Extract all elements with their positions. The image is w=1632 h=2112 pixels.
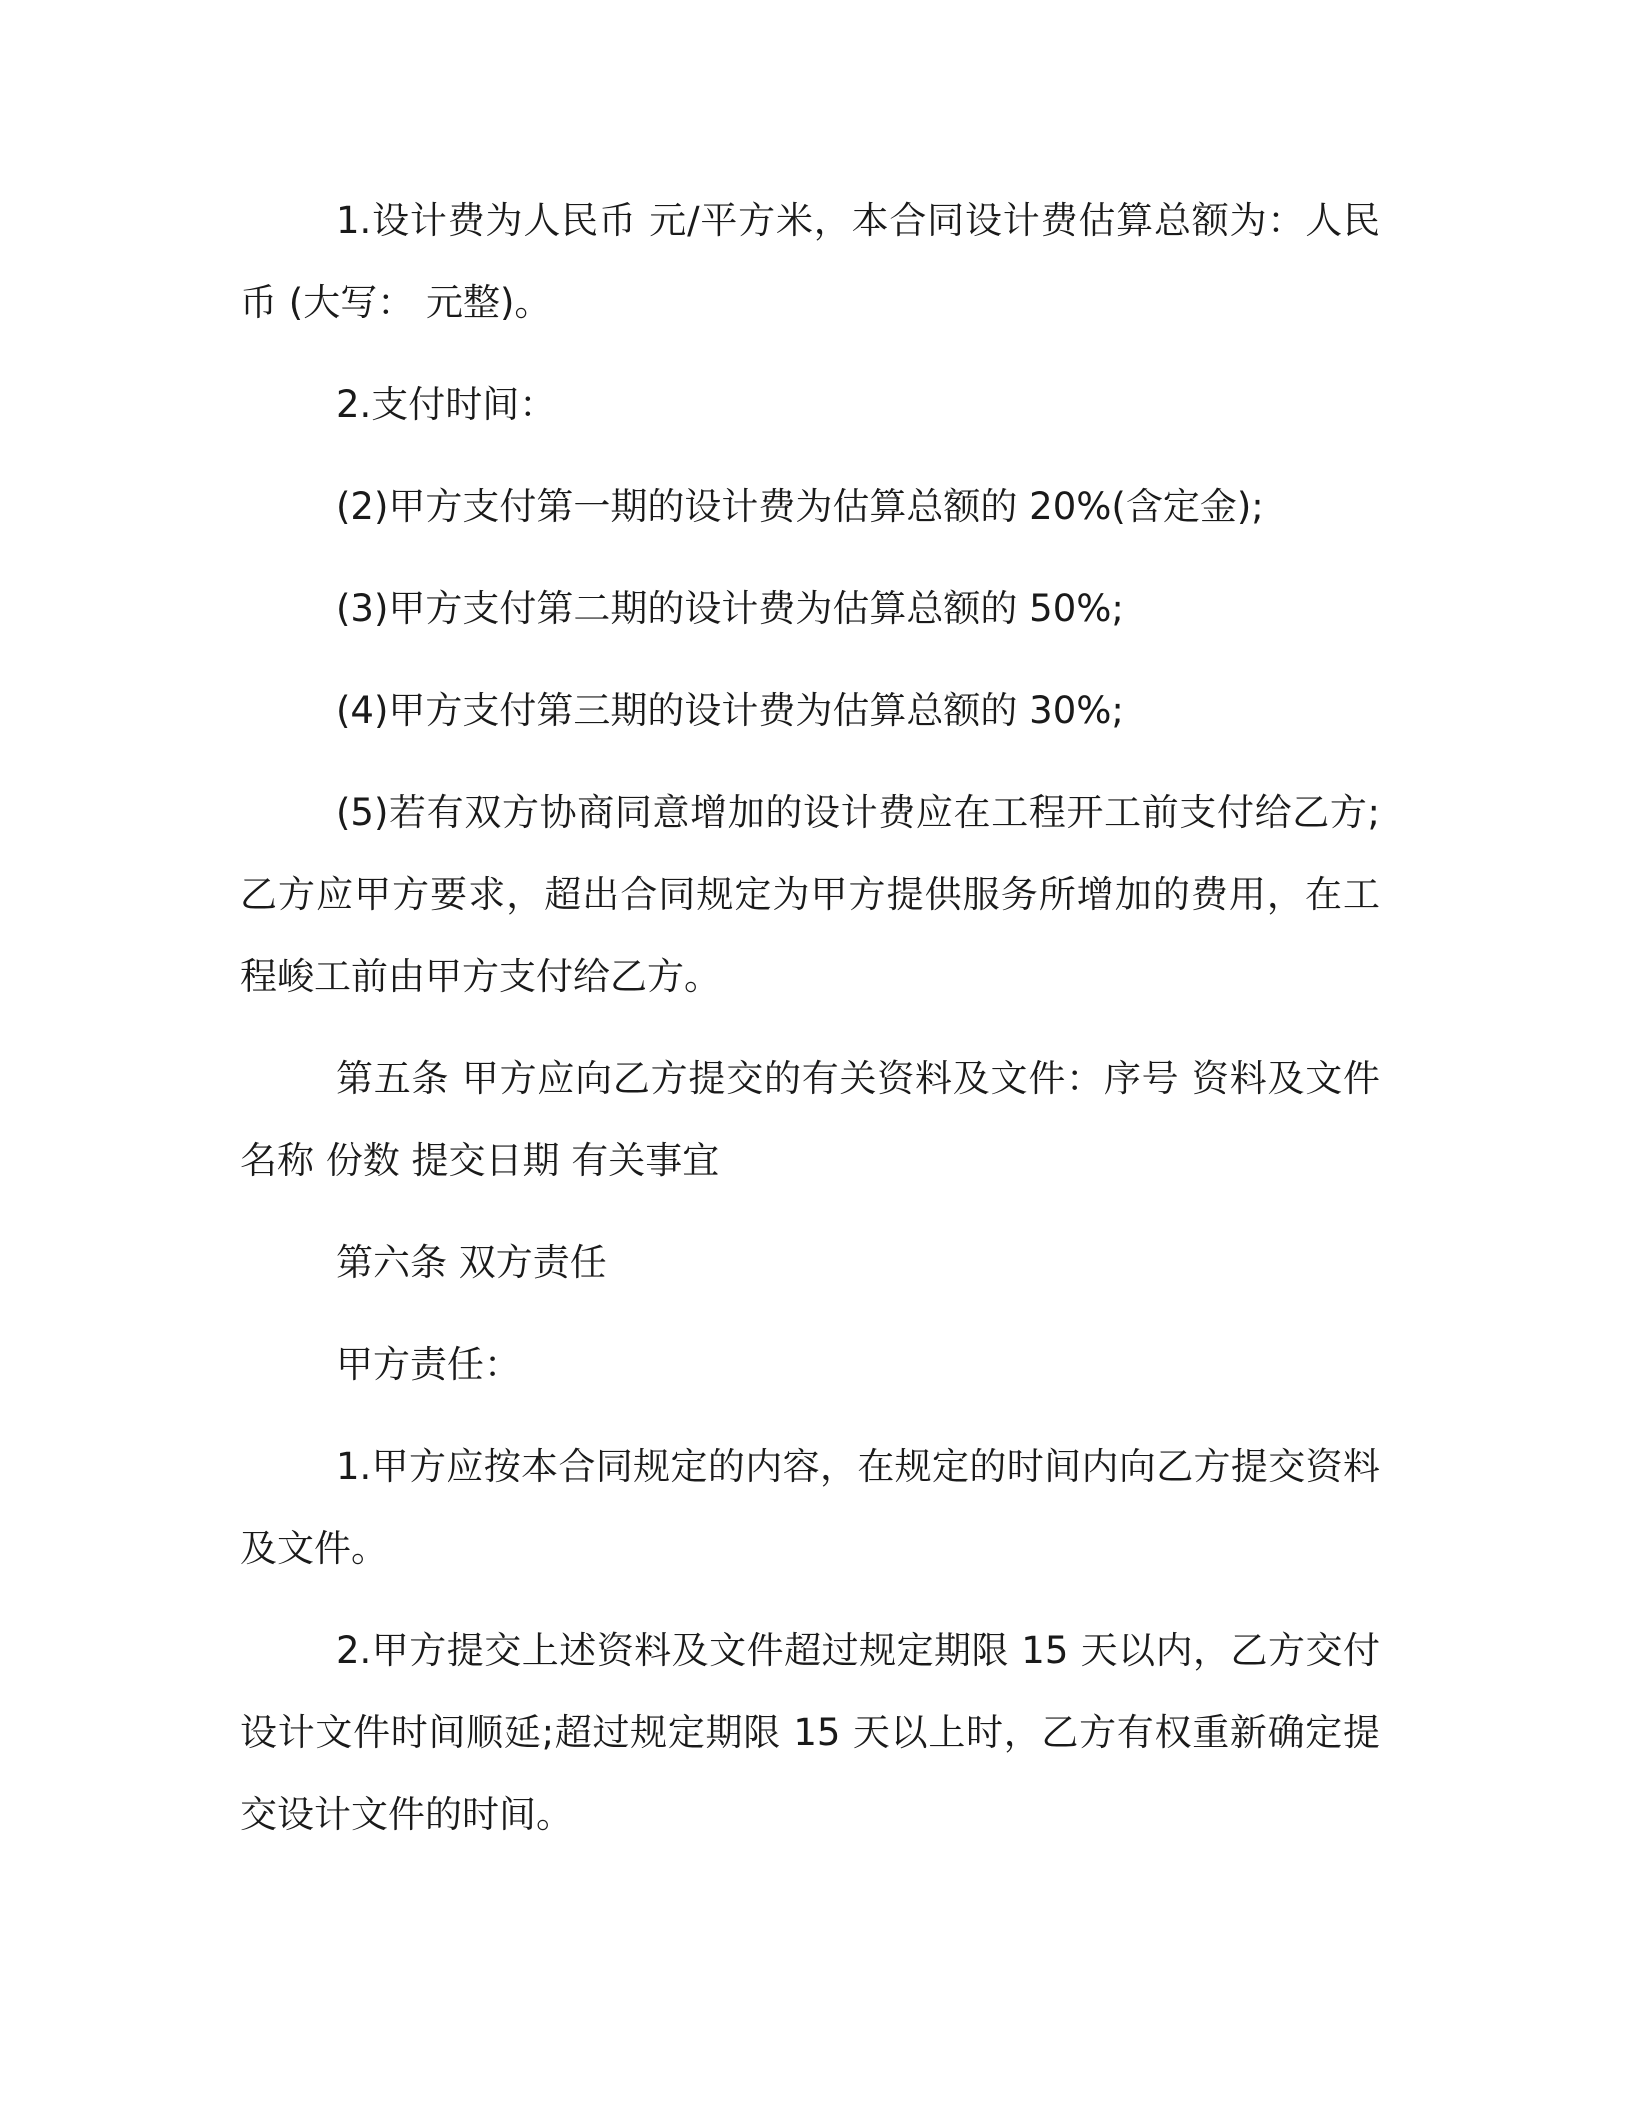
paragraph-first-installment: (2)甲方支付第一期的设计费为估算总额的 20%(含定金); [336, 485, 1264, 528]
paragraph-third-installment: (4)甲方支付第三期的设计费为估算总额的 30%; [336, 689, 1124, 732]
paragraph-responsibility-two: 2.甲方提交上述资料及文件超过规定期限 15 天以内，乙方交付设计文件时间顺延;超过规定期限 15 天以上时，乙方有权重新确定提交设计文件的时间。 [240, 1629, 1380, 1836]
paragraph-party-a-responsibility: 甲方责任： [336, 1343, 521, 1386]
paragraph-payment-time: 2.支付时间： [336, 383, 557, 426]
paragraph-second-installment: (3)甲方支付第二期的设计费为估算总额的 50%; [336, 587, 1124, 630]
paragraph-responsibility-one: 1.甲方应按本合同规定的内容，在规定的时间内向乙方提交资料及文件。 [240, 1445, 1380, 1570]
paragraph-article-five: 第五条 甲方应向乙方提交的有关资料及文件：序号 资料及文件名称 份数 提交日期 有关事宜 [240, 1057, 1380, 1182]
paragraph-additional-fees: (5)若有双方协商同意增加的设计费应在工程开工前支付给乙方;乙方应甲方要求，超出合同规定为甲方提供服务所增加的费用，在工程峻工前由甲方支付给乙方。 [240, 791, 1380, 998]
document-body [240, 180, 1380, 1876]
paragraph-fee-rate: 1.设计费为人民币 元/平方米，本合同设计费估算总额为：人民币 (大写： 元整)。 [240, 199, 1380, 324]
paragraph-article-six: 第六条 双方责任 [336, 1241, 607, 1284]
